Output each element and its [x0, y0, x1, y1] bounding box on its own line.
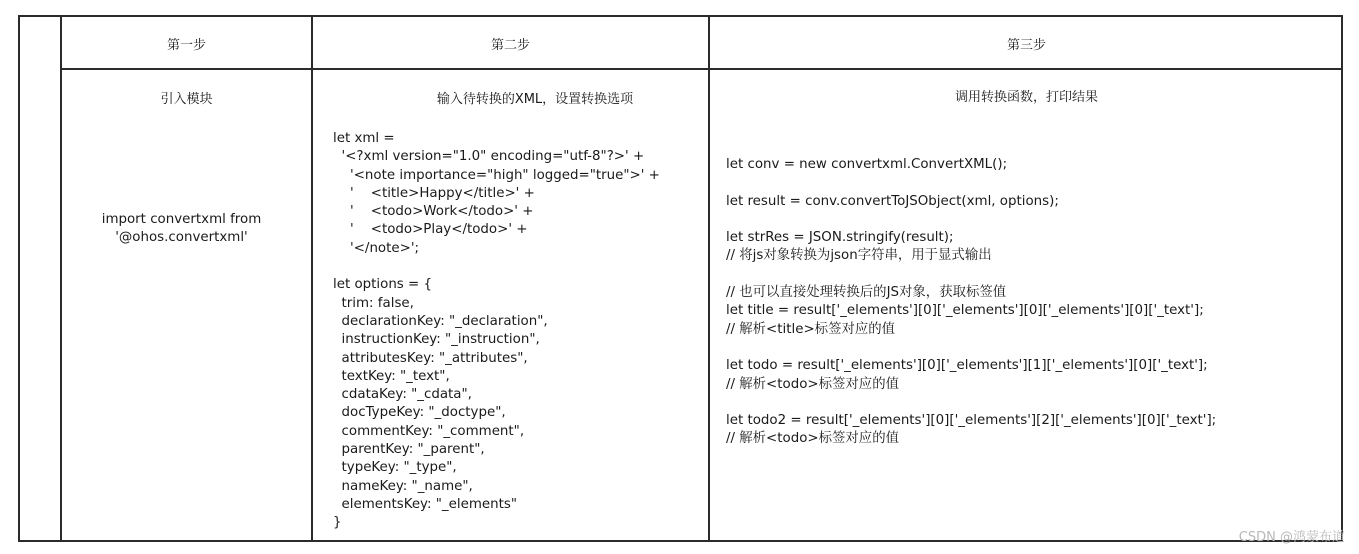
step3-code: let conv = new convertxml.ConvertXML(); let result = conv.convertToJSObject(xml, options); let strRes = JSON.stringify(result); // 将js对象转换为json字符串，用于显式输出 // 也可以直接处理转换后的JS对象，获取标签值 let title = result['_elements'][0]['_elements'][0]['_elements'][0]['_text']; // 解析<title>标签对应的值 let todo = result['_elements'][0]['_elements'][1]['_elements'][0]['_text']; // 解析<todo>标签对应的值 let todo2 = result['_elements'][0]['_elements'][2]['_elements'][0]['_text']; // 解析<todo>标签对应的值 — [726, 157, 1217, 447]
column-divider-1 — [311, 15, 313, 542]
header-step-1: 第一步 — [166, 38, 206, 53]
step3-title: 调用转换函数，打印结果 — [954, 90, 1098, 105]
step1-code-line: import convertxml from — [101, 212, 262, 227]
step1-title: 引入模块 — [160, 92, 213, 107]
watermark: CSDN @鸿蒙布道 — [1238, 530, 1345, 545]
step1-code — [62, 211, 301, 247]
header-bottom-rule — [60, 68, 1343, 70]
step2-title: 输入待转换的XML，设置转换选项 — [436, 92, 634, 107]
step1-code-line: '@ohos.convertxml' — [115, 230, 248, 245]
header-step-2: 第二步 — [490, 38, 530, 53]
step2-code: let xml = '<?xml version="1.0" encoding="utf-8"?>' + '<note importance="high" logged="true">' + ' <title>Happy</title>' + ' <todo>Work</todo>' + ' <todo>Play</todo>' + '</note>'; let options = { trim: false, declarationKey: "_declaration", instructionKey: "_instruction", attributesKey: "_attributes", textKey: "_text", cdataKey: "_cdata", docTypeKey: "_doctype", commentKey: "_comment", parentKey: "_parent", typeKey: "_type", nameKey: "_name", elementsKey: "_elements" } — [333, 131, 660, 531]
header-step-3: 第三步 — [1006, 38, 1046, 53]
